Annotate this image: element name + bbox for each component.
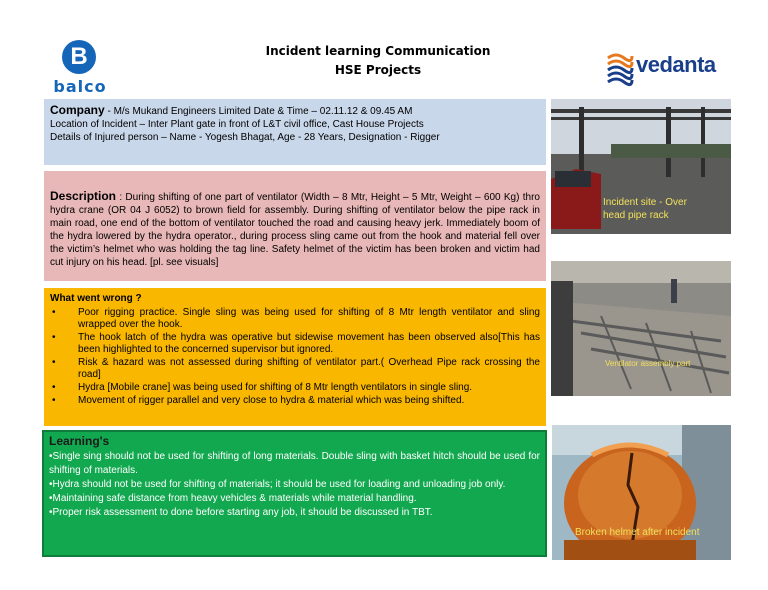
company-lead: Company xyxy=(50,103,105,117)
company-details-box xyxy=(44,99,546,165)
list-item: • Poor rigging practice. Single sling was being used for shifting of 8 Mtr length ventilator and sling wrapped over the hook. xyxy=(50,307,540,331)
helmet-caption: Broken helmet after incident xyxy=(575,527,700,538)
what-went-wrong-list xyxy=(50,307,540,407)
broken-helmet-image xyxy=(552,425,731,560)
list-item: • Risk & hazard was not assessed during shifting of ventilator part.( Overhead Pipe rack crossing the road] xyxy=(50,357,540,381)
description-lead: Description xyxy=(50,189,117,203)
page-title xyxy=(220,42,536,80)
company-line3: Details of Injured person – Name - Yogesh Bhagat, Age - 28 Years, Designation - Rigger xyxy=(50,132,440,143)
list-item: • The hook latch of the hydra was operative but sidewise movement has been observed also[This has been highlighted to the concerned supervisor but ignored. xyxy=(50,332,540,356)
learning-item: •Single sing should not be used for shifting of long materials. Double sling with basket hitch should be used for shifting of materials. xyxy=(49,451,540,476)
vedanta-logo xyxy=(604,48,724,88)
ventilator-photo xyxy=(551,261,731,396)
helmet-photo xyxy=(552,425,731,560)
vedanta-wave-icon xyxy=(604,48,634,88)
company-line2: Location of Incident – Inter Plant gate in front of L&T civil office, Cast House Projects xyxy=(50,119,424,130)
vedanta-wordmark: vedanta xyxy=(636,52,716,77)
learning-item: •Hydra should not be used for shifting of materials; it should be used for loading and unloading job only. xyxy=(49,479,506,490)
company-line1-text: - M/s Mukand Engineers Limited Date & Time – 02.11.12 & 09.45 AM xyxy=(104,106,413,117)
company-line1 xyxy=(50,104,540,118)
page-title-line2: HSE Projects xyxy=(334,63,422,77)
description-text: : During shifting of one part of ventilator (Width – 8 Mtr, Height – 5 Mtr, Weight – 600 Kg) thro hydra crane (OR 04 J 6052) to brown field for assembly. During shifting of ventilator below the pipe rack in main road, one end of the bottom of ventilator touched the road and causing heavy jerk. Immediately boom of the hydra lowered by the hydra operator., during process sling came out from the hook and material fell over the victim’s helmet who was holding the tag line. Safety helmet of the victim has been broken and victim had cut injury on his head. [pl. see visuals] xyxy=(50,192,540,268)
learning-item: •Proper risk assessment to done before starting any job, it should be discussed in TBT. xyxy=(49,507,433,518)
learnings-box xyxy=(42,430,547,557)
balco-wordmark: balco xyxy=(53,77,107,96)
what-went-wrong-title: What went wrong ? xyxy=(50,293,142,304)
incident-site-caption-line2: head pipe rack xyxy=(603,210,669,221)
what-went-wrong-box xyxy=(44,288,546,426)
balco-emblem xyxy=(62,40,96,74)
list-item: • Hydra [Mobile crane] was being used for shifting of 8 Mtr length ventilators in single sling. xyxy=(50,382,540,394)
page-title-line1: Incident learning Communication xyxy=(265,44,491,58)
learnings-title: Learning's xyxy=(49,434,110,448)
ventilator-image xyxy=(551,261,731,396)
ventilator-caption: Ventilator assembly part xyxy=(605,359,691,368)
balco-emblem-letter: B xyxy=(70,43,88,70)
incident-site-photo xyxy=(551,99,731,234)
description-box xyxy=(44,171,546,281)
learning-item: •Maintaining safe distance from heavy vehicles & materials while material handling. xyxy=(49,493,417,504)
incident-site-caption-line1: Incident site - Over xyxy=(603,197,687,208)
list-item: • Movement of rigger parallel and very close to hydra & material which was being shifted. xyxy=(50,395,540,407)
balco-logo xyxy=(44,40,116,96)
incident-site-caption xyxy=(603,196,687,222)
